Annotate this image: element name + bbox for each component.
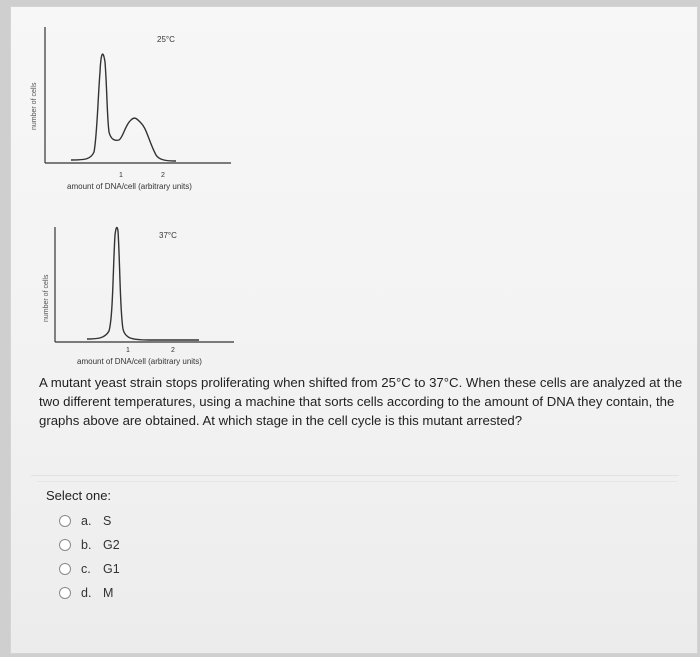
temperature-label: 37°C [159, 231, 177, 240]
x-axis-label: amount of DNA/cell (arbitrary units) [67, 182, 192, 191]
radio-button[interactable] [59, 539, 71, 551]
option-c[interactable] [59, 560, 120, 578]
temperature-label: 25°C [157, 35, 175, 44]
option-letter: a. [81, 514, 92, 528]
option-label: M [103, 586, 114, 600]
histogram-37c-plot [39, 207, 269, 372]
histogram-25c-plot [31, 17, 261, 197]
radio-button[interactable] [59, 563, 71, 575]
x-tick-1: 1 [126, 347, 130, 354]
select-one-prompt: Select one: [46, 488, 112, 503]
option-d[interactable] [59, 584, 113, 602]
option-letter: b. [81, 538, 92, 552]
option-label: G1 [103, 562, 120, 576]
distribution-curve [87, 228, 199, 340]
divider [31, 475, 679, 476]
radio-button[interactable] [59, 587, 71, 599]
y-axis-label: number of cells [31, 82, 38, 130]
x-axis-label: amount of DNA/cell (arbitrary units) [77, 357, 202, 366]
histogram-25c [31, 17, 261, 197]
option-a[interactable] [59, 512, 111, 530]
distribution-curve [71, 54, 176, 161]
x-tick-2: 2 [161, 172, 165, 179]
option-letter: c. [81, 562, 91, 576]
option-label: S [103, 514, 112, 528]
answer-area [37, 481, 677, 630]
option-label: G2 [103, 538, 120, 552]
option-letter: d. [81, 586, 92, 600]
option-b[interactable] [59, 536, 120, 554]
x-tick-1: 1 [119, 172, 123, 179]
y-axis-label: number of cells [43, 274, 50, 322]
histogram-37c [39, 207, 269, 372]
question-text: A mutant yeast strain stops proliferating when shifted from 25°C to 37°C. When these cells are analyzed at the two different temperatures, using a machine that sorts cells according to the amount of DNA they contain, the graphs above are obtained. At which stage in the cell cycle is this mutant arrested? [39, 375, 683, 428]
radio-button[interactable] [59, 515, 71, 527]
question-card [10, 6, 698, 654]
x-tick-2: 2 [171, 347, 175, 354]
